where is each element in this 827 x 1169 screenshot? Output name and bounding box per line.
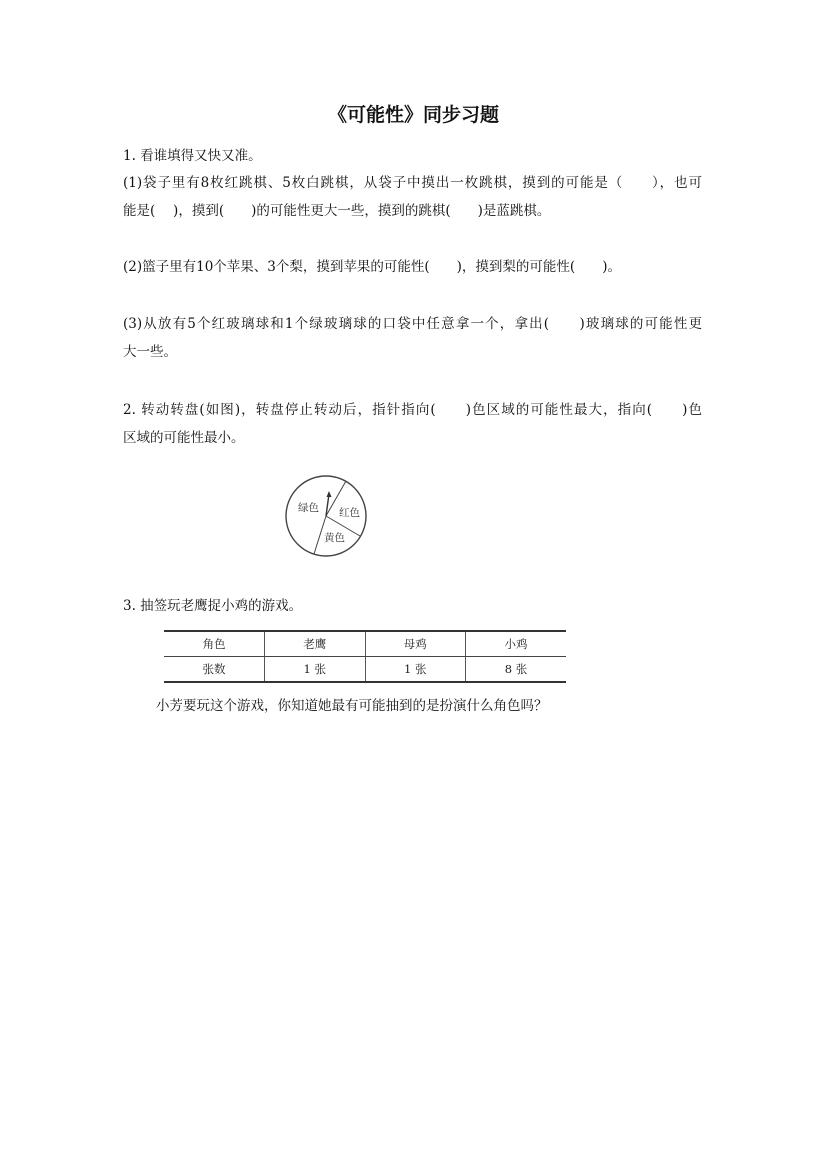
page-title: 《可能性》同步习题 bbox=[327, 104, 499, 126]
table-header-cell: 小鸡 bbox=[466, 631, 567, 657]
table-cell: 1 张 bbox=[365, 657, 466, 683]
table-header-cell: 老鹰 bbox=[265, 631, 366, 657]
table-cell: 张数 bbox=[164, 657, 265, 683]
q1-p1-line2: 能是( )，摸到( )的可能性更大一些，摸到的跳棋( )是蓝跳棋。 bbox=[123, 203, 551, 219]
q2-line2: 区域的可能性最小。 bbox=[123, 430, 245, 446]
q2-line1: 2. 转动转盘(如图)，转盘停止转动后，指针指向( )色区域的可能性最大，指向( )色 bbox=[123, 402, 702, 418]
spinner-pointer-arrowhead bbox=[327, 491, 332, 497]
q1-p2: (2)篮子里有10个苹果、3个梨，摸到苹果的可能性( )，摸到梨的可能性( )。 bbox=[123, 259, 621, 275]
q3-question: 小芳要玩这个游戏，你知道她最有可能抽到的是扮演什么角色吗？ bbox=[156, 698, 548, 714]
table-header-cell: 母鸡 bbox=[365, 631, 466, 657]
roles-table bbox=[164, 630, 566, 683]
q1-p1-line1: (1)袋子里有8枚红跳棋、5枚白跳棋，从袋子中摸出一枚跳棋，摸到的可能是（ ），也可 bbox=[123, 175, 702, 191]
q3-heading: 3. 抽签玩老鹰捉小鸡的游戏。 bbox=[123, 598, 303, 614]
table-header-row bbox=[164, 631, 566, 657]
spinner-label-green: 绿色 bbox=[298, 502, 319, 514]
spinner-diagram bbox=[284, 474, 370, 560]
table-row bbox=[164, 657, 566, 683]
spinner-label-yellow: 黄色 bbox=[324, 532, 345, 544]
q1-heading: 1. 看谁填得又快又准。 bbox=[123, 148, 262, 164]
spinner-label-red: 红色 bbox=[339, 507, 360, 519]
q1-p3-line1: (3)从放有5个红玻璃球和1个绿玻璃球的口袋中任意拿一个，拿出( )玻璃球的可能性更 bbox=[123, 316, 702, 332]
q1-p3-line2: 大一些。 bbox=[123, 344, 177, 360]
table-cell: 1 张 bbox=[265, 657, 366, 683]
table-header-cell: 角色 bbox=[164, 631, 265, 657]
table-cell: 8 张 bbox=[466, 657, 567, 683]
